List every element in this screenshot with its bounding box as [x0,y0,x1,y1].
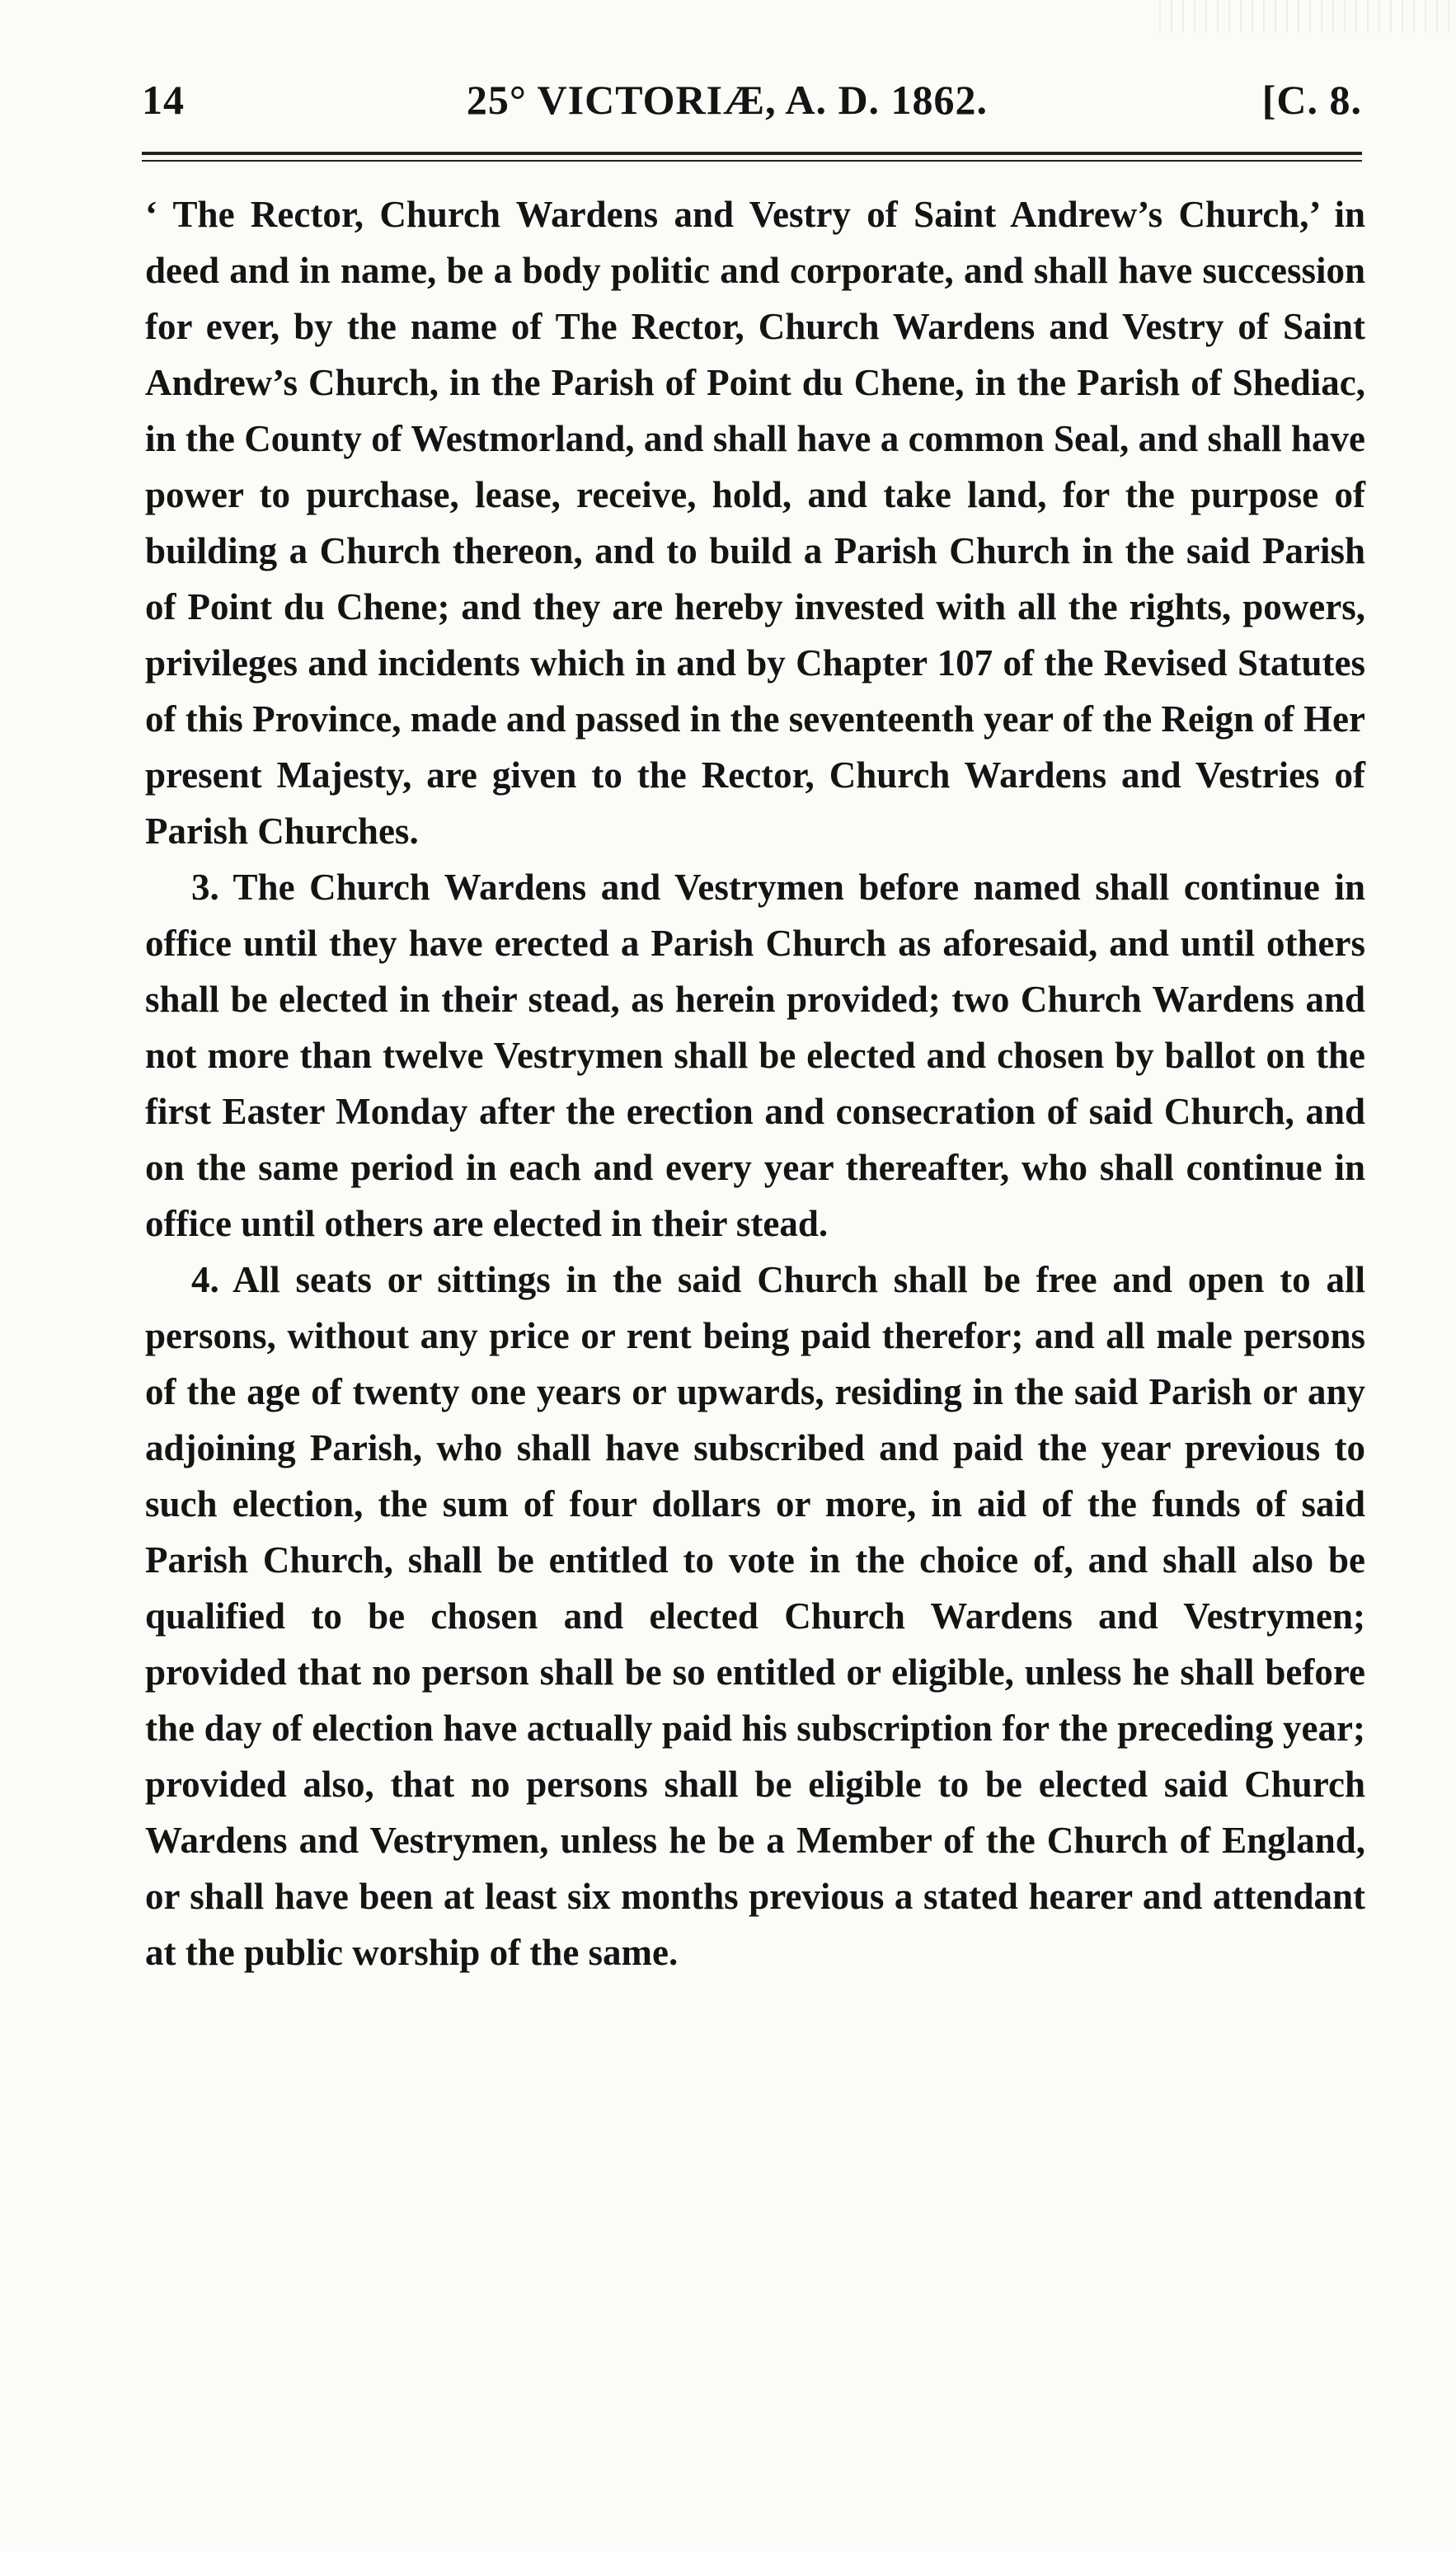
body-text [145,186,1365,1980]
header-rule-thin [142,160,1362,162]
page-number: 14 [142,77,185,123]
running-title: 25° VICTORIÆ, A. D. 1862. [466,77,989,123]
paragraph-continuation: ‘ The Rector, Church Wardens and Vestry of Saint Andrew’s Church,’ in deed and in name, be a body politic and corporate, and shall have succession for ever, by the name of The Rector, Church Wardens and Vestry of Saint Andrew’s Church, in the Parish of Point du Chene, in the Parish of Shediac, in the County of Westmorland, and shall have a common Seal, and shall have power to purchase, lease, receive, hold, and take land, for the purpose of building a Church thereon, and to build a Parish Church in the said Parish of Point du Chene; and they are hereby invested with all the rights, powers, privileges and incidents which in and by Chapter 107 of the Revised Statutes of this Province, made and passed in the seventeenth year of the Reign of Her present Majesty, are given to the Rector, Church Wardens and Vestries of Parish Churches. [145,194,1365,852]
chapter-reference: [C. 8. [1261,77,1362,123]
scan-noise [1159,0,1456,33]
page-header [142,76,1362,142]
section-4-paragraph: 4. All seats or sittings in the said Church shall be free and open to all persons, without any price or rent being paid therefor; and all male persons of the age of twenty one years or upwards, residing in the said Parish or any adjoining Parish, who shall have subscribed and paid the year previous to such election, the sum of four dollars or more, in aid of the funds of said Parish Church, shall be entitled to vote in the choice of, and shall also be qualified to be chosen and elected Church Wardens and Vestrymen; provided that no person shall be so entitled or eligible, unless he shall before the day of election have actually paid his subscription for the preceding year; provided also, that no persons shall be eligible to be elected said Church Wardens and Vestrymen, unless he be a Member of the Church of England, or shall have been at least six months previous a stated hearer and attendant at the public worship of the same. [145,1259,1365,1973]
header-rule-thick [142,152,1362,155]
section-3-paragraph: 3. The Church Wardens and Vestrymen before named shall continue in office until they have erected a Parish Church as aforesaid, and until others shall be elected in their stead, as herein provided; two Church Wardens and not more than twelve Vestrymen shall be elected and chosen by ballot on the first Easter Monday after the erection and consecration of said Church, and on the same period in each and every year thereafter, who shall continue in office until others are elected in their stead. [145,867,1365,1244]
